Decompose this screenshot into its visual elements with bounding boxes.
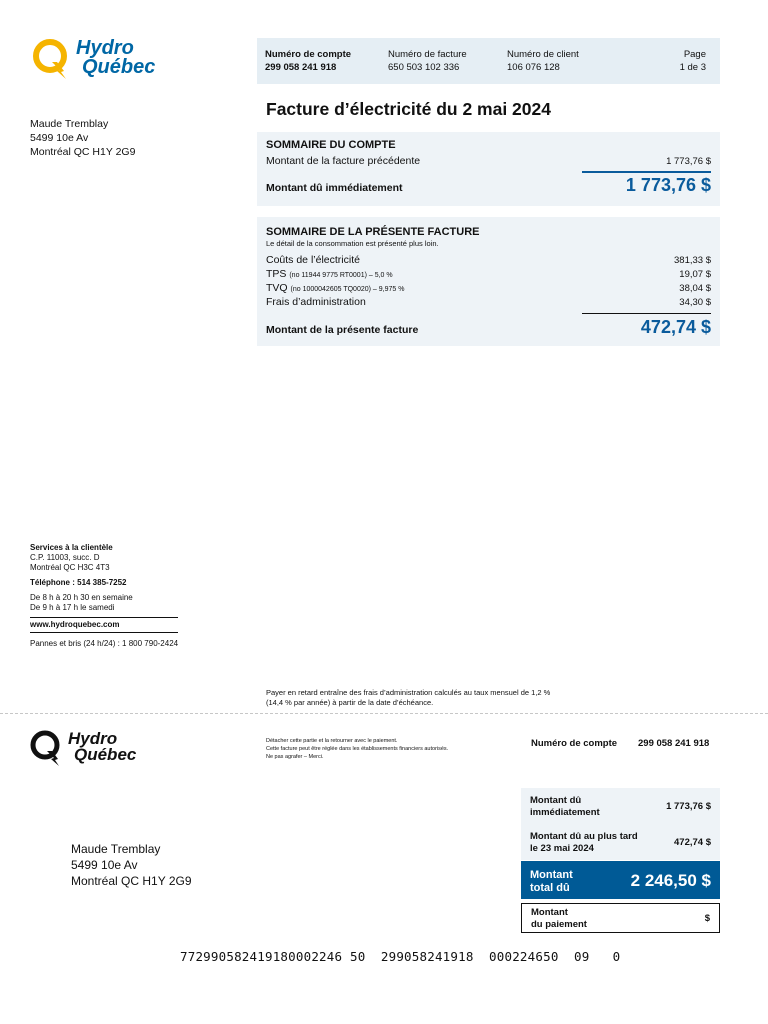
client-number-value: 106 076 128 [507, 62, 560, 73]
invoice-summary-panel [257, 217, 720, 346]
stub-total-label-2: total dû [530, 882, 570, 894]
customer-address [30, 117, 135, 159]
rule [582, 313, 711, 314]
invoice-number-value: 650 503 102 336 [388, 62, 460, 73]
stub-account-value: 299 058 241 918 [638, 738, 710, 749]
page-value: 1 de 3 [679, 62, 706, 73]
stub-customer-address [71, 841, 192, 889]
customer-name: Maude Tremblay [71, 842, 161, 856]
amount-due-value: 1 773,76 $ [625, 175, 711, 195]
services-phone: Téléphone : 514 385-7252 [30, 578, 127, 587]
previous-invoice-label: Montant de la facture précédente [266, 155, 421, 167]
account-number-label: Numéro de compte [265, 49, 352, 60]
hydro-quebec-logo [30, 36, 155, 80]
account-number-value: 299 058 241 918 [265, 62, 337, 73]
line-item-value: 38,04 $ [679, 283, 711, 294]
stub-due-now-value: 1 773,76 $ [666, 801, 711, 812]
services-title: Services à la clientèle [30, 543, 113, 552]
line-item-value: 19,07 $ [679, 269, 711, 280]
late-fee-line-2: (14,4 % par année) à partir de la date d’échéance. [266, 698, 434, 707]
stub-instruction-line: Cette facture peut être réglée dans les établissements financiers autorisés. [266, 746, 449, 752]
stub-due-by-label-1: Montant dû au plus tard [530, 831, 638, 842]
stub-payment-label-1: Montant [531, 907, 568, 918]
brand-line-2: Québec [74, 745, 137, 764]
services-box: C.P. 11003, succ. D [30, 553, 100, 562]
hydro-quebec-logo-stub [28, 727, 136, 767]
divider [30, 617, 178, 618]
line-item [266, 268, 711, 280]
services-hours-week: De 8 h à 20 h 30 en semaine [30, 593, 133, 602]
line-item-value: 381,33 $ [674, 255, 711, 266]
stub-due-now-box [521, 788, 720, 826]
invoice-total-row [266, 317, 711, 338]
invoice-total-value: 472,74 $ [640, 317, 711, 337]
stub-due-now-label-1: Montant dû [530, 795, 582, 806]
invoice-summary-heading: SOMMAIRE DE LA PRÉSENTE FACTURE [266, 226, 480, 238]
stub-due-by-label-2: le 23 mai 2024 [530, 843, 594, 854]
services-hours-sat: De 9 h à 17 h le samedi [30, 603, 115, 612]
page-block [680, 48, 706, 74]
amount-due-row [266, 175, 711, 196]
brand-line-2: Québec [82, 56, 156, 78]
customer-city: Montréal QC H1Y 2G9 [71, 874, 192, 888]
q-logo-icon [30, 36, 74, 80]
page-label: Page [683, 49, 706, 60]
previous-invoice-value: 1 773,76 $ [666, 156, 711, 167]
stub-instruction-line: Ne pas agrafer – Merci. [266, 754, 324, 760]
services-city: Montréal QC H3C 4T3 [30, 563, 110, 572]
line-item [266, 282, 711, 294]
line-item-label: Coûts de l’électricité [266, 254, 360, 266]
customer-street: 5499 10e Av [30, 132, 89, 144]
stub-due-now-label-2: immédiatement [530, 807, 600, 818]
stub-total-value: 2 246,50 $ [630, 871, 711, 890]
line-item [266, 296, 711, 308]
line-item-value: 34,30 $ [679, 297, 711, 308]
q-logo-icon [28, 727, 66, 767]
stub-account-label: Numéro de compte [531, 738, 618, 749]
invoice-number-label: Numéro de facture [388, 49, 467, 60]
brand-line-1: Hydro [68, 728, 118, 748]
stub-total-box [521, 861, 720, 899]
stub-instruction-line: Détacher cette partie et la retourner avec le paiement. [266, 738, 398, 744]
stub-payment-label-2: du paiement [531, 919, 587, 930]
invoice-title: Facture d’électricité du 2 mai 2024 [266, 99, 551, 119]
stub-payment-value: $ [704, 913, 710, 924]
line-item-label: TPS [266, 268, 287, 280]
account-summary-panel [257, 132, 720, 206]
customer-name: Maude Tremblay [30, 118, 109, 130]
stub-payment-box[interactable] [521, 903, 720, 933]
late-fee-notice [266, 688, 550, 708]
invoice-total-label: Montant de la présente facture [266, 324, 419, 336]
line-item-label: TVQ [266, 282, 288, 294]
line-item [266, 254, 711, 266]
customer-service-block [30, 543, 178, 649]
account-summary-heading: SOMMAIRE DU COMPTE [266, 139, 396, 151]
late-fee-line-1: Payer en retard entraîne des frais d’administration calculés au taux mensuel de 1,2 % [266, 688, 551, 697]
amount-due-label: Montant dû immédiatement [266, 182, 403, 194]
micr-line: 772990582419180002246 50 299058241918 000224650 09 0 [180, 949, 621, 964]
divider [30, 632, 178, 633]
outage-line: Pannes et bris (24 h/24) : 1 800 790-2424 [30, 639, 179, 648]
line-item-note: (no 11944 9775 RT0001) – 5,0 % [289, 272, 393, 279]
stub-total-label-1: Montant [530, 869, 573, 881]
invoice-number-block [388, 48, 467, 74]
line-item-label: Frais d’administration [266, 296, 366, 308]
customer-street: 5499 10e Av [71, 858, 138, 872]
stub-instructions [266, 737, 448, 761]
website-link[interactable]: www.hydroquebec.com [30, 620, 120, 629]
previous-invoice-row [266, 155, 711, 167]
rule [582, 171, 711, 173]
customer-city: Montréal QC H1Y 2G9 [30, 146, 136, 158]
brand-line-1: Hydro [76, 37, 134, 59]
invoice-summary-subheading: Le détail de la consommation est présenté plus loin. [266, 239, 439, 248]
stub-due-by-box [521, 826, 720, 860]
account-number-block [265, 48, 351, 74]
client-number-block [507, 48, 579, 74]
detach-line [0, 713, 768, 714]
line-item-note: (no 1000042605 TQ0020) – 9,975 % [290, 286, 405, 293]
stub-due-by-value: 472,74 $ [674, 837, 711, 848]
header-bar [257, 38, 720, 84]
client-number-label: Numéro de client [507, 49, 579, 60]
